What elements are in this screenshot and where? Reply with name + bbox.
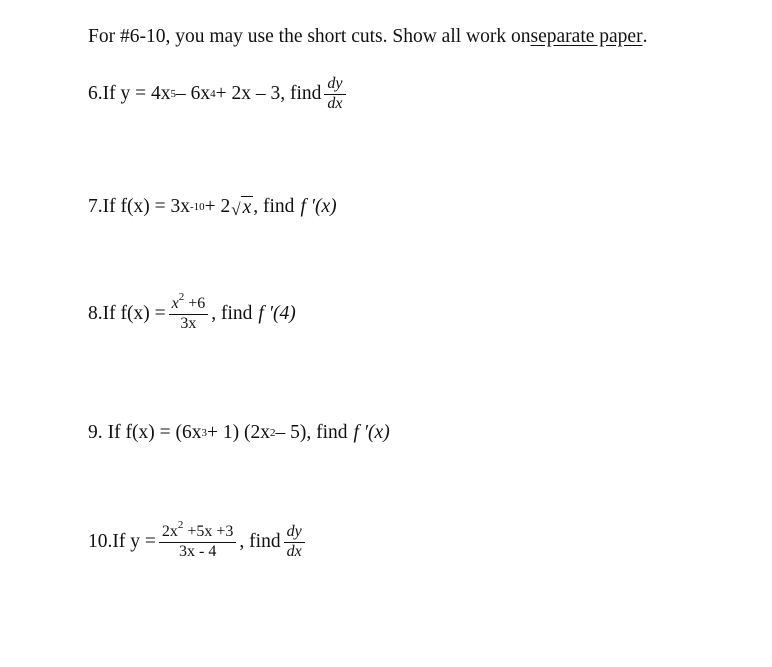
q9-text-b: + 1) (2x	[206, 422, 270, 443]
q8-num-exp: 2	[178, 291, 185, 303]
q6-text-c: + 2x – 3, find	[215, 83, 322, 105]
q8-fraction	[169, 291, 209, 333]
question-9: 9. If f(x) = (6x 3 + 1) (2x 2 – 5), find f ′(x)	[88, 422, 390, 443]
q7-sqrt	[231, 196, 253, 218]
q8-frac-num	[169, 291, 209, 314]
q10-frac-num	[159, 519, 237, 542]
q7-radical-sign: √	[231, 200, 241, 220]
q6-text-a: If y = 4x	[102, 83, 171, 105]
q9-text-c: – 5), find	[275, 422, 348, 443]
q10-num-exp: 2	[177, 519, 184, 531]
q8-num-base: x	[171, 295, 179, 312]
q10-num-b: +5x +3	[183, 523, 234, 540]
question-8	[88, 291, 296, 333]
q6-text-b: – 6x	[176, 83, 211, 105]
q10-frac-den: 3x - 4	[178, 542, 217, 560]
q10-text-b: , find	[239, 531, 281, 553]
q7-radicand: x	[242, 197, 252, 218]
instructions-line	[88, 26, 647, 48]
q10-number: 10.	[88, 531, 113, 553]
q6-frac-den: dx	[327, 94, 343, 112]
q7-fprime: f ′(x)	[300, 196, 337, 218]
q10-dd-den: dx	[286, 542, 302, 560]
q8-num-rest: +6	[184, 295, 206, 312]
instructions-period: .	[642, 26, 648, 47]
q8-fprime: f ′(4)	[258, 303, 296, 325]
q8-text-b: , find	[211, 303, 253, 325]
q8-text-a: If f(x) =	[102, 303, 166, 325]
q6-derivative-fraction	[324, 76, 345, 113]
q8-number: 8.	[88, 303, 103, 325]
question-7: 7. If f(x) = 3x -10 + 2 √ x , find f ′(x)	[88, 196, 337, 220]
question-6: 6. If y = 4x 5 – 6x 4 + 2x – 3, find $\frac{dy}{dx}$	[88, 76, 349, 113]
q7-number: 7.	[88, 196, 103, 218]
instructions-text: For #6-10, you may use the short cuts. Show all work on	[88, 26, 531, 47]
q7-text-b: + 2	[204, 196, 231, 218]
q7-text-a: If f(x) = 3x	[102, 196, 190, 218]
question-10	[88, 519, 308, 561]
q7-text-c: , find	[253, 196, 295, 218]
q9-number: 9.	[88, 422, 103, 443]
q10-text-a: If y =	[112, 531, 156, 553]
q10-fraction	[159, 519, 237, 561]
instructions-underlined: separate paper	[530, 26, 643, 47]
q10-num-a: 2x	[161, 523, 178, 540]
q10-derivative-fraction	[284, 524, 305, 561]
q9-fprime: f ′(x)	[353, 422, 390, 443]
q10-dd-num: dy	[286, 523, 302, 540]
q9-text-a: If f(x) = (6x	[107, 422, 202, 443]
q6-number: 6.	[88, 83, 103, 105]
q8-frac-den: 3x	[180, 314, 197, 332]
q6-frac-num: dy	[327, 75, 343, 92]
